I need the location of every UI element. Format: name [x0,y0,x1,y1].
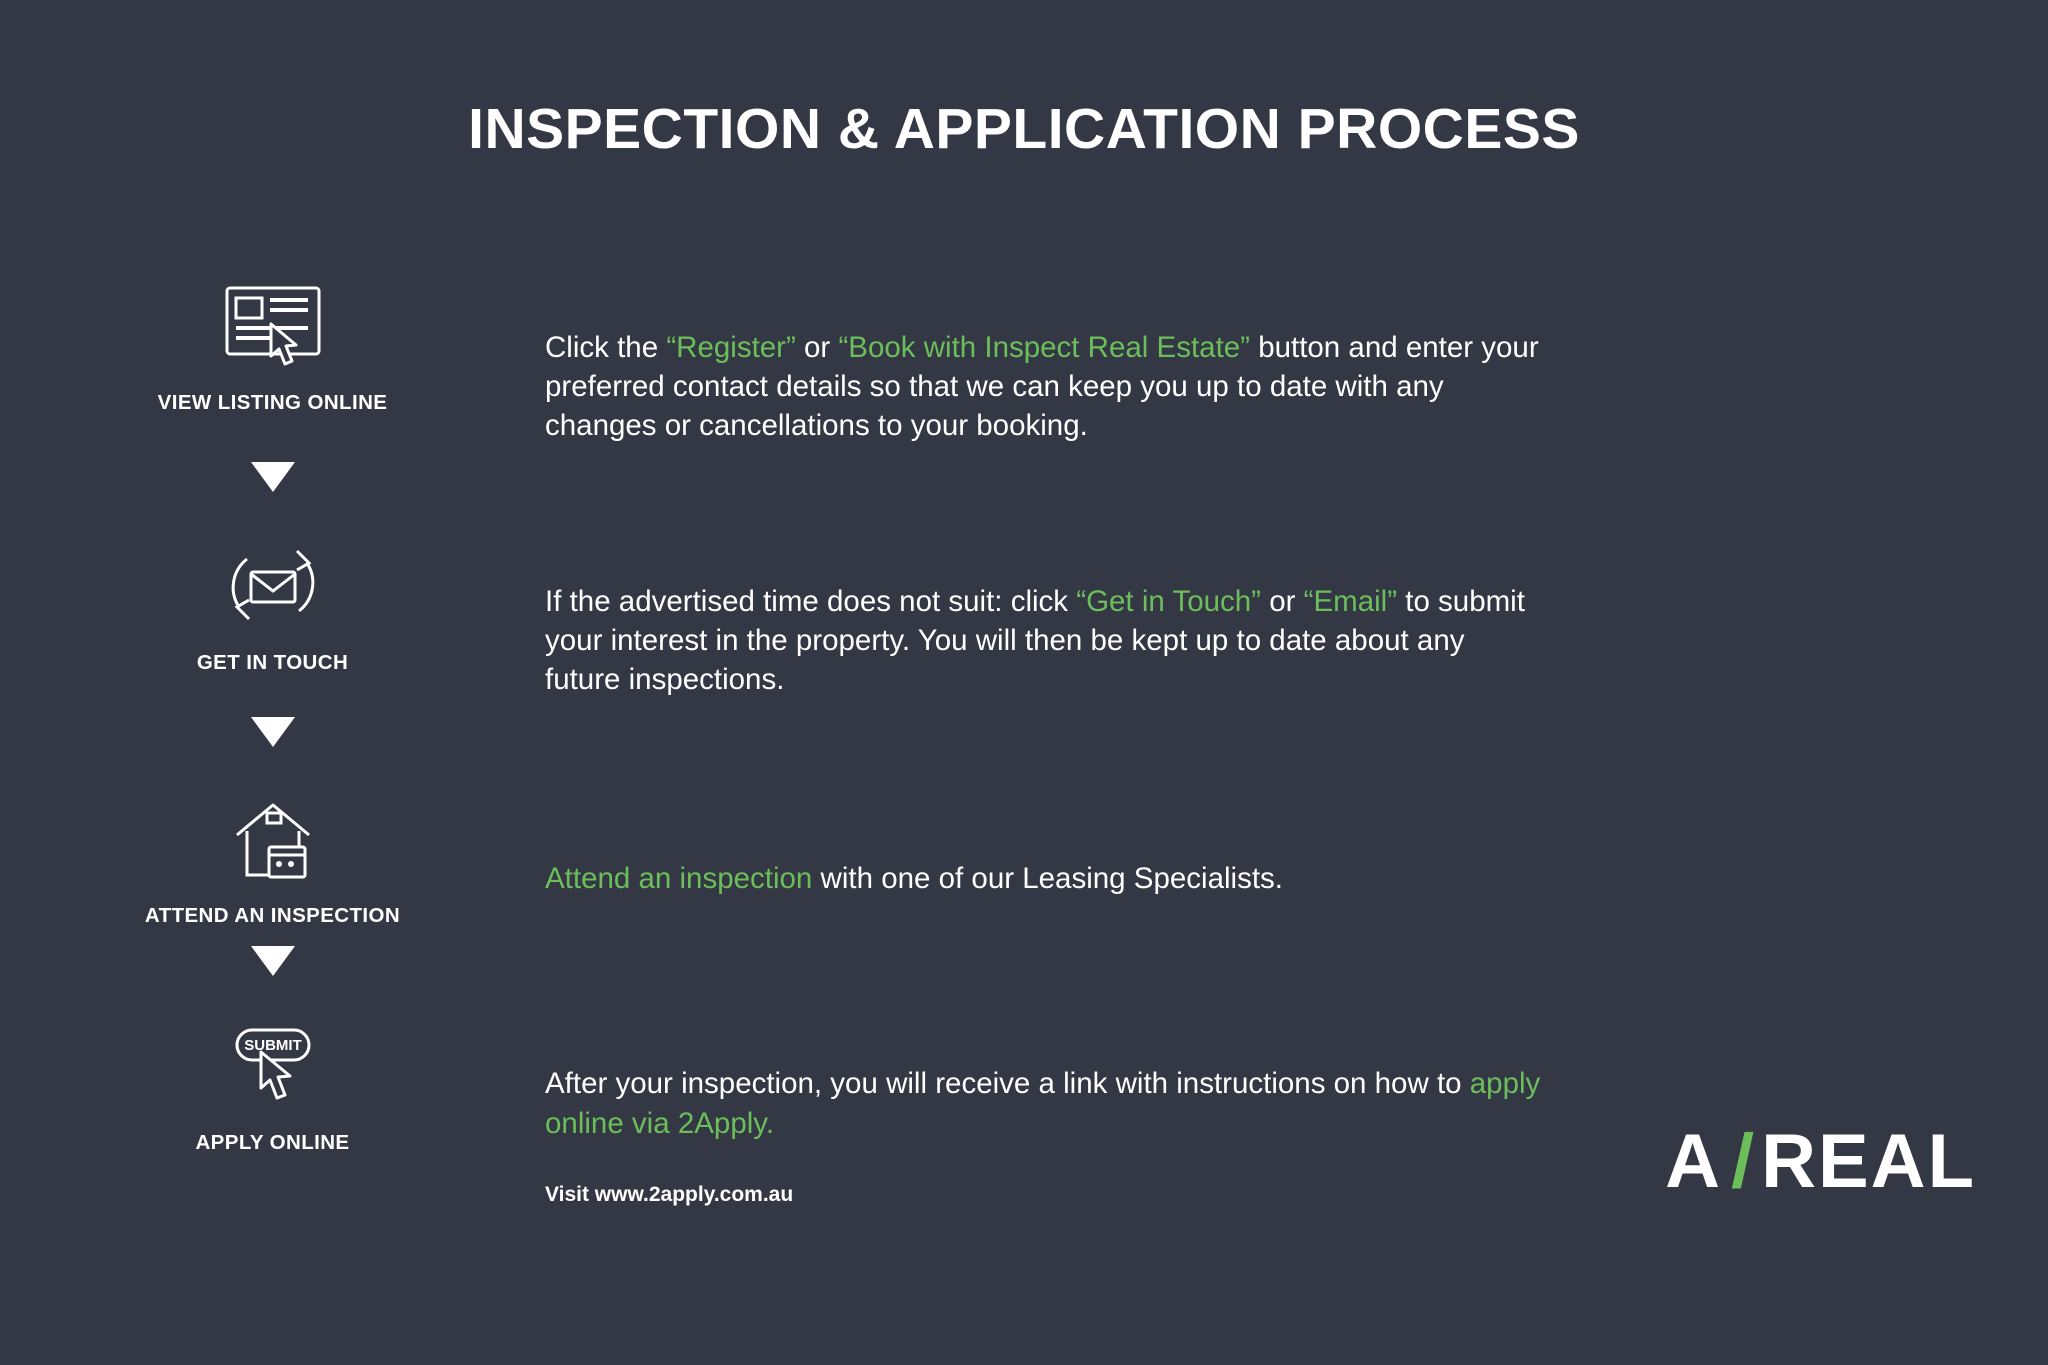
highlight-text: Attend an inspection [545,862,813,896]
process-steps [0,278,2048,1207]
highlight-text: “Register” [666,331,796,364]
step-description [545,582,1545,700]
step-description [545,328,1545,446]
visit-footnote: Visit www.2apply.com.au [545,1182,794,1206]
highlight-text: “Get in Touch” [1076,584,1261,618]
plain-text: If the advertised time does not suit: click [545,584,1077,618]
step-text-column [545,278,2048,446]
step-icon-column [0,278,545,415]
highlight-text: apply online via 2Apply. [545,1067,1541,1140]
plain-text: to submit your interest in the property. You will then be kept up to date about any future inspections. [545,584,1525,697]
logo-letter-a: A [1665,1119,1722,1204]
step-label: VIEW LISTING ONLINE [157,391,388,414]
submit-button-cursor-icon [213,1018,333,1113]
highlight-text: “Email” [1303,584,1398,618]
step-icon-column [0,538,545,675]
flow-arrow-3 [0,946,545,976]
flow-arrow-2 [0,717,545,747]
step-description [545,1064,1545,1142]
step-description [545,859,1545,898]
logo-slash-icon: / [1730,1119,1757,1204]
process-step-view-listing-online [0,278,2048,446]
step-text-column [545,791,2048,898]
step-icon-column [0,1018,545,1155]
flow-arrow-1 [0,462,545,492]
house-calendar-icon [213,791,333,886]
process-step-get-in-touch [0,538,2048,700]
plain-text: Click the [545,331,667,364]
page-title: INSPECTION & APPLICATION PROCESS [468,97,1580,161]
plain-text: with one of our Leasing Specialists. [812,862,1283,896]
plain-text: or [795,331,839,364]
step-label: ATTEND AN INSPECTION [144,904,401,928]
process-step-attend-an-inspection [0,791,2048,928]
plain-text: After your inspection, you will receive a link with instructions on how to [545,1067,1470,1101]
step-label: APPLY ONLINE [195,1131,350,1155]
submit-icon-caption: SUBMIT [243,1036,302,1054]
plain-text: button and enter your preferred contact details so that we can keep you up to date with any changes or cancellations to your booking. [545,331,1539,443]
step-text-column [545,538,2048,700]
step-label: GET IN TOUCH [196,650,349,674]
logo-word-real: REAL [1761,1119,1976,1204]
brand-logo [1665,1118,1976,1205]
listing-window-cursor-icon [213,278,333,373]
envelope-refresh-icon [213,538,333,633]
highlight-text: “Book with Inspect Real Estate” [838,331,1250,364]
plain-text: or [1261,584,1304,618]
step-icon-column [0,791,545,928]
